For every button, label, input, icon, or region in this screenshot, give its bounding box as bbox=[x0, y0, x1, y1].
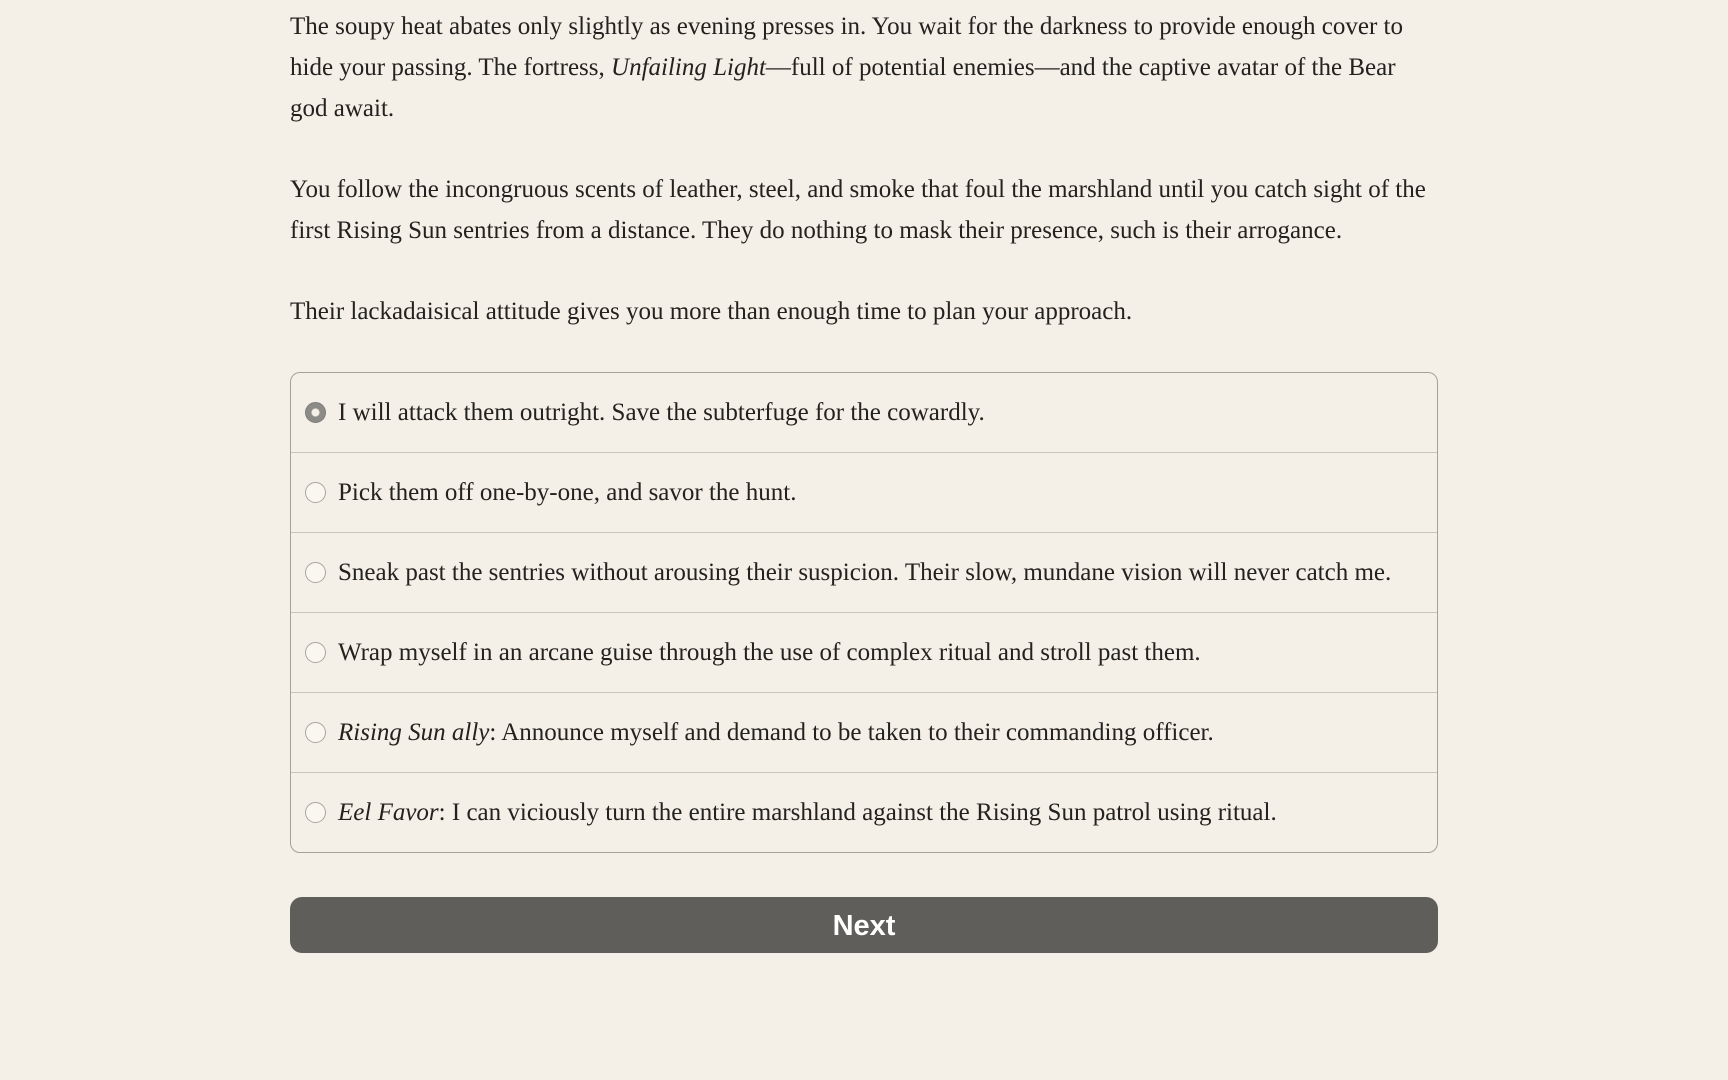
story-paragraph bbox=[290, 6, 1438, 129]
story-page bbox=[290, 0, 1438, 953]
choice-option-attack-outright[interactable] bbox=[291, 373, 1437, 452]
text-segment: : I can viciously turn the entire marshland against the Rising Sun patrol using ritual. bbox=[438, 799, 1277, 826]
radio-selected-icon[interactable] bbox=[305, 402, 326, 423]
italic-text: Rising Sun ally bbox=[338, 719, 490, 746]
text-segment: : Announce myself and demand to be taken to their commanding officer. bbox=[489, 719, 1214, 746]
text-segment: You follow the incongruous scents of leather, steel, and smoke that foul the marshland until you catch sight of the first Rising Sun sentries from a distance. They do nothing to mask their presence, such is their arrogance. bbox=[290, 176, 1426, 244]
text-segment: —full of potential enemies—and the captive avatar of the Bear god await. bbox=[290, 54, 1396, 122]
story-paragraph bbox=[290, 291, 1438, 332]
text-segment: I will attack them outright. Save the subterfuge for the cowardly. bbox=[338, 399, 985, 426]
italic-text: Eel Favor bbox=[338, 799, 439, 826]
radio-icon[interactable] bbox=[305, 562, 326, 583]
choice-option-arcane-guise[interactable] bbox=[291, 612, 1437, 692]
radio-icon[interactable] bbox=[305, 722, 326, 743]
story-paragraph bbox=[290, 169, 1438, 251]
radio-icon[interactable] bbox=[305, 802, 326, 823]
radio-icon[interactable] bbox=[305, 482, 326, 503]
text-segment: Their lackadaisical attitude gives you more than enough time to plan your approach. bbox=[290, 298, 1133, 325]
text-segment: Pick them off one-by-one, and savor the hunt. bbox=[338, 479, 797, 506]
italic-text: Unfailing Light bbox=[611, 54, 766, 81]
next-button[interactable]: Next bbox=[290, 897, 1438, 953]
choice-option-eel-favor[interactable] bbox=[291, 772, 1437, 852]
text-segment: Sneak past the sentries without arousing their suspicion. Their slow, mundane vision will never catch me. bbox=[338, 559, 1392, 586]
choice-option-rising-sun-ally[interactable] bbox=[291, 692, 1437, 772]
radio-icon[interactable] bbox=[305, 642, 326, 663]
text-segment: The soupy heat abates only slightly as evening presses in. You wait for the darkness to provide enough cover to hide your passing. The fortress, bbox=[290, 13, 1403, 81]
story bbox=[290, 6, 1438, 332]
choice-group bbox=[290, 372, 1438, 853]
text-segment: Wrap myself in an arcane guise through the use of complex ritual and stroll past them. bbox=[338, 639, 1201, 666]
choice-option-sneak-past[interactable] bbox=[291, 532, 1437, 612]
choice-option-pick-off-one-by-one[interactable] bbox=[291, 452, 1437, 532]
